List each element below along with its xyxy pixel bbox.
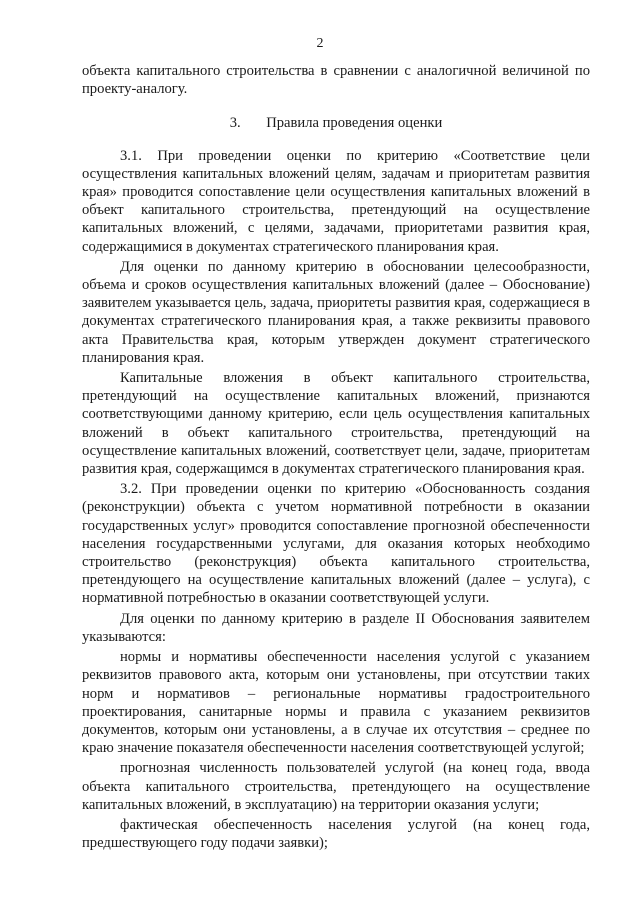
paragraph-3-1: 3.1. При проведении оценки по критерию «Соответствие цели осуществления капитальных вложений целям, задачам и приоритетам развития края» проводится сопоставление цели осуществления капитальных вложений в объект капитального строительства, претендующий на осуществление капитальных вложений, с целями, задачами, приоритетами развития края, содержащимися в документах стратегического планирования края. bbox=[82, 147, 590, 255]
continuation-paragraph: объекта капитального строительства в сравнении с аналогичной величиной по проекту-аналогу. bbox=[82, 63, 590, 98]
list-item: фактическая обеспеченность населения услугой (на конец года, предшествующего году подачи заявки); bbox=[82, 816, 590, 852]
paragraph-3-2-assessment: Для оценки по данному критерию в разделе II Обоснования заявителем указываются: bbox=[82, 610, 590, 645]
paragraph-3-1-assessment: Для оценки по данному критерию в обосновании целесообразности, объема и сроков осуществления капитальных вложений (далее – Обоснование) заявителем указывается цель, задача, приоритеты развития края, содержащиеся в документах стратегического планирования края, а также реквизиты правового акта Правительства края, которым утвержден документ стратегического планирования края. bbox=[82, 258, 590, 366]
paragraph-3-1-compliance: Капитальные вложения в объект капитального строительства, претендующий на осуществление капитальных вложений, признаются соответствующими данному критерию, если цель осуществления капитальных вложений в объект капитального строительства, претендующий на осуществление капитальных вложений, соответствует цели, задаче, приоритетам развития края, содержащимся в документах стратегического планирования края. bbox=[82, 370, 590, 478]
list-item: прогнозная численность пользователей услугой (на конец года, ввода объекта капитального строительства, претендующего на осуществление капитальных вложений, в эксплуатацию) на территории оказания услуги; bbox=[82, 760, 590, 813]
list-item: нормы и нормативы обеспеченности населения услугой с указанием реквизитов правового акта, которым они установлены, при отсутствии таких норм и нормативов – региональные нормативы градостроительного проектирования, санитарные нормы и правила с указанием реквизитов документов, которым они установлены, а в случае их отсутствия – среднее по краю значение показателя обеспеченности населения соответствующей услугой; bbox=[82, 649, 590, 757]
section-title: 3. Правила проведения оценки bbox=[229, 115, 443, 132]
document-body bbox=[82, 62, 590, 852]
paragraph-3-2: 3.2. При проведении оценки по критерию «Обоснованность создания (реконструкции) объекта с учетом нормативной потребности в оказании государственных услуг» проводится сопоставление прогнозной обеспеченности населения государственными услугами, для оказания которых необходимо строительство (реконструкция) объекта капитального строительства, претендующего на осуществление капитальных вложений (далее – услуга), с нормативной потребностью в оказании соответствующей услуги. bbox=[82, 481, 590, 607]
page-number: 2 bbox=[316, 36, 324, 51]
